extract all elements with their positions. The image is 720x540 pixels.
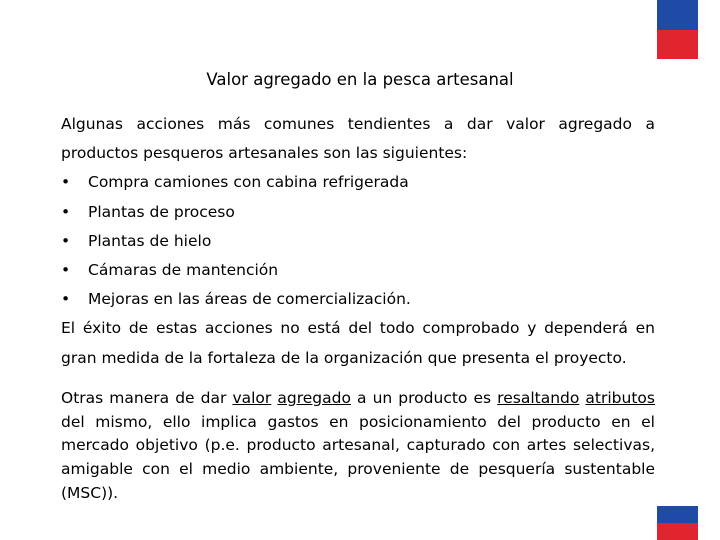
document-body	[61, 110, 655, 505]
flag-red-band	[657, 30, 698, 59]
list-item	[61, 285, 655, 314]
list-item-text: Compra camiones con cabina refrigerada	[88, 173, 409, 192]
underlined-term: atributos	[585, 388, 655, 407]
conclusion-paragraph: El éxito de estas acciones no está del todo comprobado y dependerá en gran medida de la fortaleza de la organización que presenta el proyecto.	[61, 319, 655, 367]
flag-red-band	[657, 523, 698, 540]
intro-paragraph: Algunas acciones más comunes tendientes a dar valor agregado a productos pesqueros artesanales son las siguientes:	[61, 115, 655, 163]
flag-logo-bottom	[657, 506, 698, 540]
bullet-mark: •	[61, 173, 71, 192]
list-item-text: Cámaras de mantención	[88, 261, 279, 280]
text-segment: del mismo, ello implica gastos en posicionamiento del producto en el mercado objetivo (p.e. producto artesanal, capturado con artes selectivas, amigable con el medio ambiente, proveniente de pesquería sustentable (MSC)).	[61, 412, 655, 502]
list-item	[61, 227, 655, 256]
list-item-text: Plantas de hielo	[88, 231, 212, 250]
text-segment: Otras manera de dar	[61, 388, 233, 407]
bullet-mark: •	[61, 290, 71, 309]
list-item	[61, 198, 655, 227]
bullet-mark: •	[61, 202, 71, 221]
page-title: Valor agregado en la pesca artesanal	[206, 70, 514, 89]
underlined-term: valor	[232, 388, 272, 407]
list-item	[61, 168, 655, 197]
bullet-list	[61, 168, 655, 314]
text-segment: a un producto es	[350, 388, 498, 407]
bullet-mark: •	[61, 261, 71, 280]
flag-blue-band	[657, 506, 698, 523]
underlined-term: resaltando	[497, 388, 580, 407]
underlined-term: agregado	[277, 388, 351, 407]
bullet-mark: •	[61, 231, 71, 250]
list-item	[61, 256, 655, 285]
list-item-text: Plantas de proceso	[88, 202, 235, 221]
flag-blue-band	[657, 0, 698, 30]
list-item-text: Mejoras en las áreas de comercialización.	[88, 290, 411, 309]
flag-logo-top	[657, 0, 698, 59]
value-added-paragraph	[61, 387, 655, 506]
